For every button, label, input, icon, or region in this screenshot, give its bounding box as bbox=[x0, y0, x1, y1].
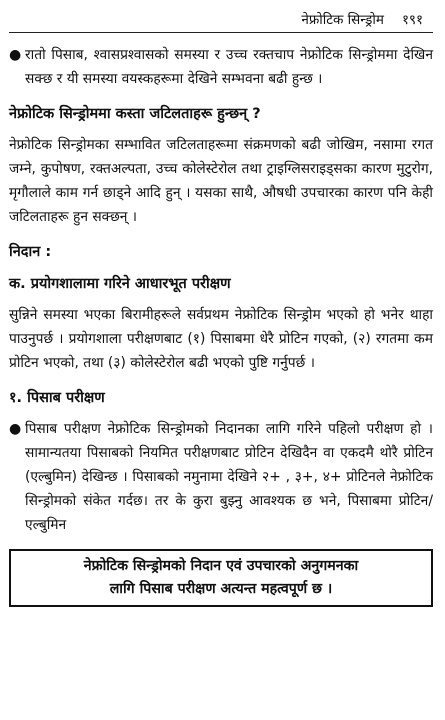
callout-box bbox=[9, 549, 433, 607]
lab-test-subheading: क. प्रयोगशालामा गरिने आधारभूत परीक्षण bbox=[9, 276, 231, 292]
complications-heading: नेफ्रोटिक सिन्ड्रोममा कस्ता जटिलताहरू हुन्छन् ? bbox=[9, 106, 261, 122]
running-header bbox=[9, 0, 433, 28]
urine-test-bullet-text: पिसाब परीक्षण नेफ्रोटिक सिन्ड्रोमको निदानका लागि गरिने पहिलो परीक्षण हो । सामान्यतया पिसाबको नियमित परीक्षणबाट प्रोटिन देखिदैन वा एकदमै थोरै प्रोटिन (एल्बुमिन) देखिन्छ । पिसाबको नमुनामा देखिने २+ , ३+, ४+ प्रोटिनले नेफ्रोटिक सिन्ड्रोमको संकेत गर्दछ। तर के कुरा बुझ्नु आवश्यक छ भने, पिसाबमा प्रोटिन/एल्बुमिन bbox=[25, 421, 433, 533]
complications-paragraph: नेफ्रोटिक सिन्ड्रोमका सम्भावित जटिलताहरूमा संक्रमणको बढी जोखिम, नसामा रगत जम्ने, कुपोषण, रक्तअल्पता, उच्च कोलेस्टेरोल तथा ट्राइग्लिसराइड्सका कारण मुटुरोग, मृगौलाले काम गर्न छाड्ने आदि हुन् । यसका साथै, औषधी उपचारका कारण पनि केही जटिलताहरू हुन सक्छन् । bbox=[9, 137, 433, 225]
callout-line-1: नेफ्रोटिक सिन्ड्रोमको निदान एवं उपचारको अनुगमनका bbox=[83, 558, 359, 574]
header-title: नेफ्रोटिक सिन्ड्रोम bbox=[301, 12, 384, 28]
bullet-icon: ● bbox=[9, 421, 22, 437]
diagnosis-heading: निदान : bbox=[9, 244, 52, 260]
diagnosis-paragraph: सुन्निने समस्या भएका बिरामीहरूले सर्वप्रथम नेफ्रोटिक सिन्ड्रोम भएको हो भनेर थाहा पाउनुपर्छ । प्रयोगशाला परीक्षणबाट (१) पिसाबमा धेरै प्रोटिन गएको, (२) रगतमा कम प्रोटिन भएको, तथा (३) कोलेस्टेरोल बढी भएको पुष्टि गर्नुपर्छ । bbox=[9, 307, 433, 371]
header-divider bbox=[9, 32, 433, 33]
page-number: १९१ bbox=[401, 12, 423, 28]
urine-test-heading: १. पिसाब परीक्षण bbox=[9, 390, 105, 406]
callout-line-2: लागि पिसाब परीक्षण अत्यन्त महत्वपूर्ण छ । bbox=[109, 581, 333, 597]
bullet-icon: ● bbox=[9, 47, 22, 63]
intro-bullet-text: रातो पिसाब, श्वासप्रश्वासको समस्या र उच्च रक्तचाप नेफ्रोटिक सिन्ड्रोममा देखिन सक्छ र यी समस्या वयस्कहरूमा देखिने सम्भवना बढी हुन्छ । bbox=[25, 47, 433, 87]
urine-test-bullet bbox=[9, 417, 433, 537]
intro-bullet bbox=[9, 43, 433, 91]
